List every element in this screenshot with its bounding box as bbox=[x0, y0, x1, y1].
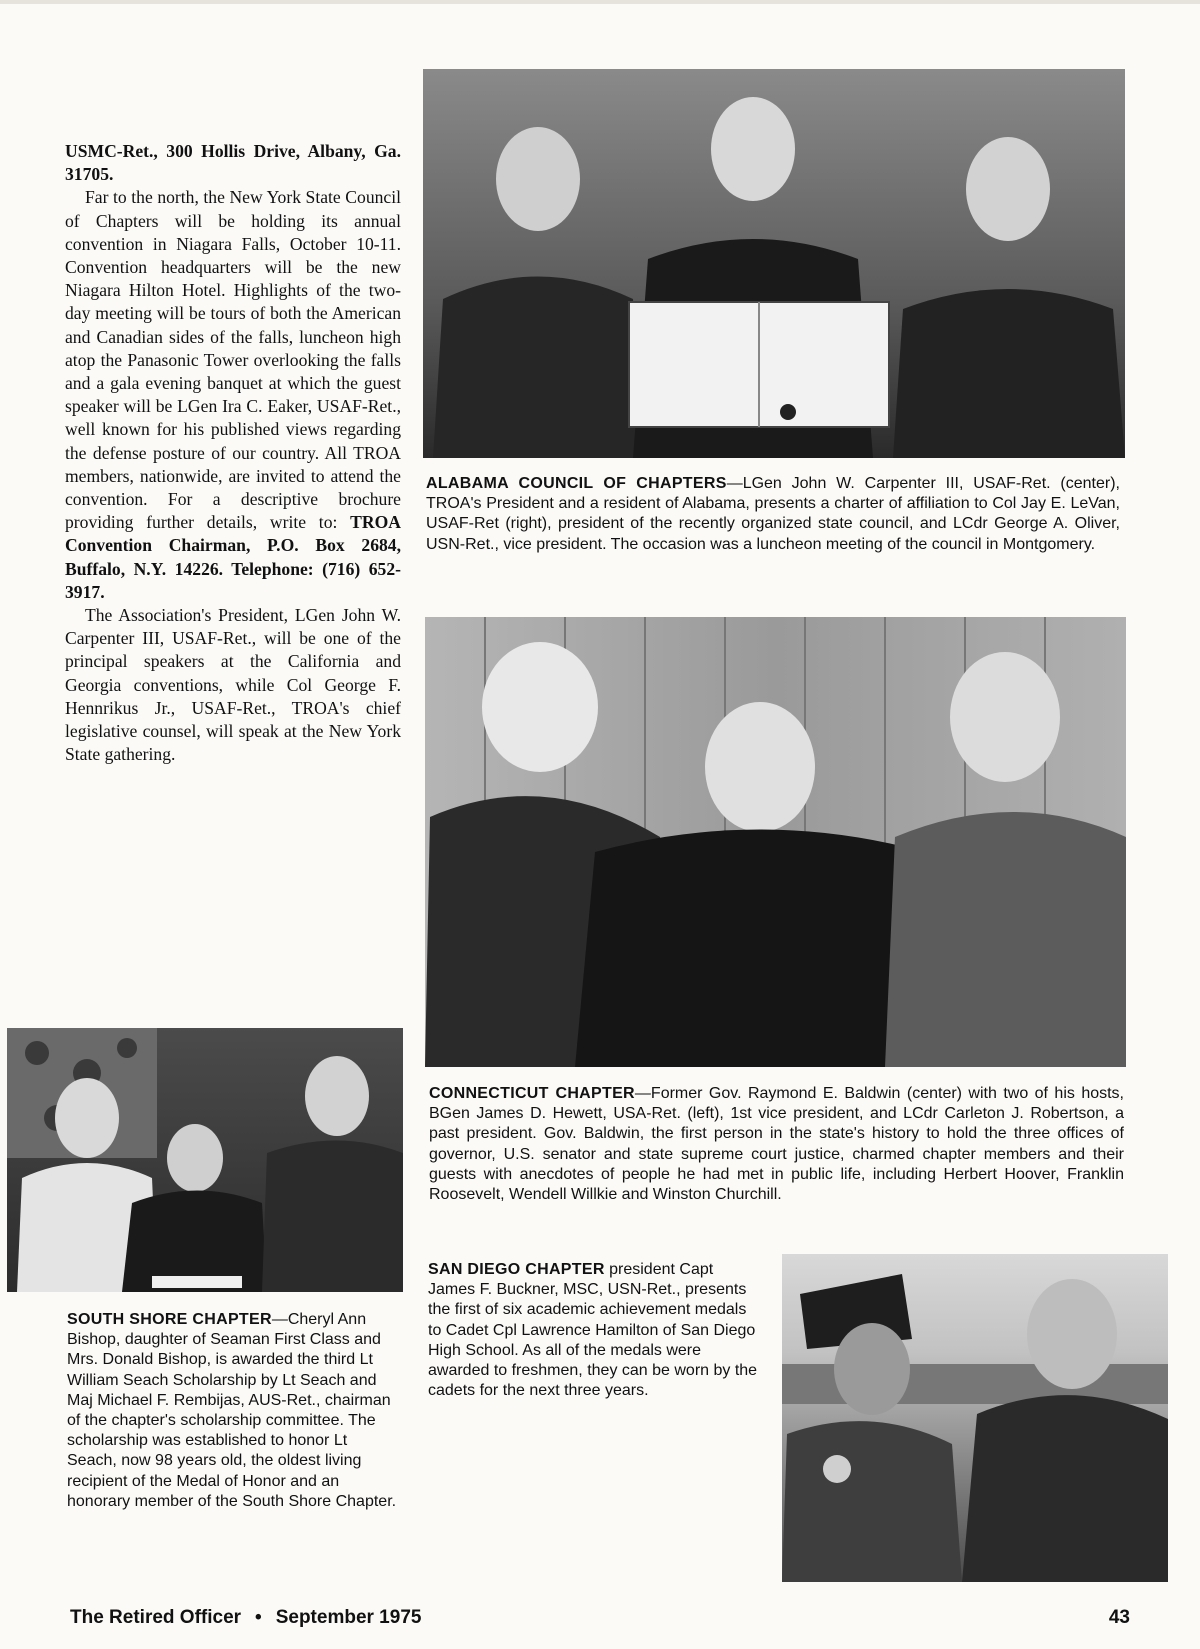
south-shore-caption bbox=[67, 1310, 400, 1512]
san-diego-photo bbox=[782, 1254, 1168, 1582]
alabama-photo bbox=[423, 69, 1125, 458]
south-shore-photo bbox=[7, 1028, 403, 1292]
connecticut-caption-head: CONNECTICUT CHAPTER bbox=[429, 1085, 635, 1102]
footer-left bbox=[70, 1607, 421, 1629]
article-paragraph-1 bbox=[65, 140, 401, 186]
page-footer bbox=[70, 1607, 1130, 1637]
article-paragraph-2 bbox=[65, 186, 401, 604]
footer-date: September 1975 bbox=[275, 1607, 422, 1628]
south-shore-caption-body: —Cheryl Ann Bishop, daughter of Seaman First Class and Mrs. Donald Bishop, is awarded the third Lt William Seach Scholarship by Lt Seach and Maj Michael F. Rembijas, AUS-Ret., chairman of the chapter's scholarship committee. The scholarship was established to honor Lt Seach, now 98 years old, the oldest living recipient of the Medal of Honor and an honorary member of the South Shore Chapter. bbox=[67, 1311, 397, 1510]
connecticut-caption bbox=[429, 1084, 1124, 1205]
san-diego-caption bbox=[428, 1260, 764, 1401]
footer-publication: The Retired Officer bbox=[70, 1607, 242, 1628]
article-address-bold: USMC-Ret., 300 Hollis Drive, Albany, Ga. 31705. bbox=[65, 141, 401, 185]
san-diego-caption-body: president Capt James F. Buckner, MSC, USN-Ret., presents the first of six academic achievement medals to Cadet Cpl Lawrence Hamilton of San Diego High School. As all of the medals were awarded to freshmen, they can be worn by the cadets for the next three years. bbox=[428, 1261, 758, 1400]
alabama-caption bbox=[426, 474, 1120, 555]
article-paragraph-3: The Association's President, LGen John W. Carpenter III, USAF-Ret., will be one of the principal speakers at the California and Georgia conventions, while Col George F. Hennrikus Jr., USAF-Ret., TROA's chief legislative counsel, will speak at the New York State gathering. bbox=[65, 605, 401, 765]
alabama-caption-body: —LGen John W. Carpenter III, USAF-Ret. (center), TROA's President and a resident of Alabama, presents a charter of affiliation to Col Jay E. LeVan, USAF-Ret (right), president of the recently organized state council, and LCdr George A. Oliver, USN-Ret., vice president. The occasion was a luncheon meeting of the council in Montgomery. bbox=[426, 475, 1120, 553]
footer-bullet: • bbox=[255, 1607, 262, 1628]
article-paragraph-2-text: Far to the north, the New York State Council of Chapters will be holding its annual convention in Niagara Falls, October 10-11. Convention headquarters will be the new Niagara Hilton Hotel. Highlights of the two-day meeting will be tours of both the American and Canadian sides of the falls, luncheon high atop the Panasonic Tower overlooking the falls and a gala evening banquet at which the guest speaker will be LGen Ira C. Eaker, USAF-Ret., well known for his published views regarding the defense posture of our country. All TROA members, nationwide, are invited to attend the convention. For a descriptive brochure providing further details, write to: bbox=[65, 187, 401, 533]
san-diego-caption-head: SAN DIEGO CHAPTER bbox=[428, 1261, 605, 1278]
article-contact-bold: TROA Convention Chairman, P.O. Box 2684, Buffalo, N.Y. 14226. Telephone: (716) 652-3917. bbox=[65, 512, 401, 602]
connecticut-caption-body: —Former Gov. Raymond E. Baldwin (center) with two of his hosts, BGen James D. Hewett, USA-Ret. (left), 1st vice president, and LCdr Carleton J. Robertson, a past president. Gov. Baldwin, the first person in the state's history to hold the three offices of governor, U.S. senator and state supreme court justice, charmed chapter members and their guests with anecdotes of people he had met in public life, including Herbert Hoover, Franklin Roosevelt, Wendell Willkie and Winston Churchill. bbox=[429, 1085, 1125, 1204]
connecticut-photo bbox=[425, 617, 1126, 1067]
article-column bbox=[65, 140, 401, 766]
page-number: 43 bbox=[1108, 1607, 1130, 1628]
alabama-caption-head: ALABAMA COUNCIL OF CHAPTERS bbox=[426, 475, 727, 492]
top-rule bbox=[0, 0, 1200, 4]
south-shore-caption-head: SOUTH SHORE CHAPTER bbox=[67, 1311, 272, 1328]
